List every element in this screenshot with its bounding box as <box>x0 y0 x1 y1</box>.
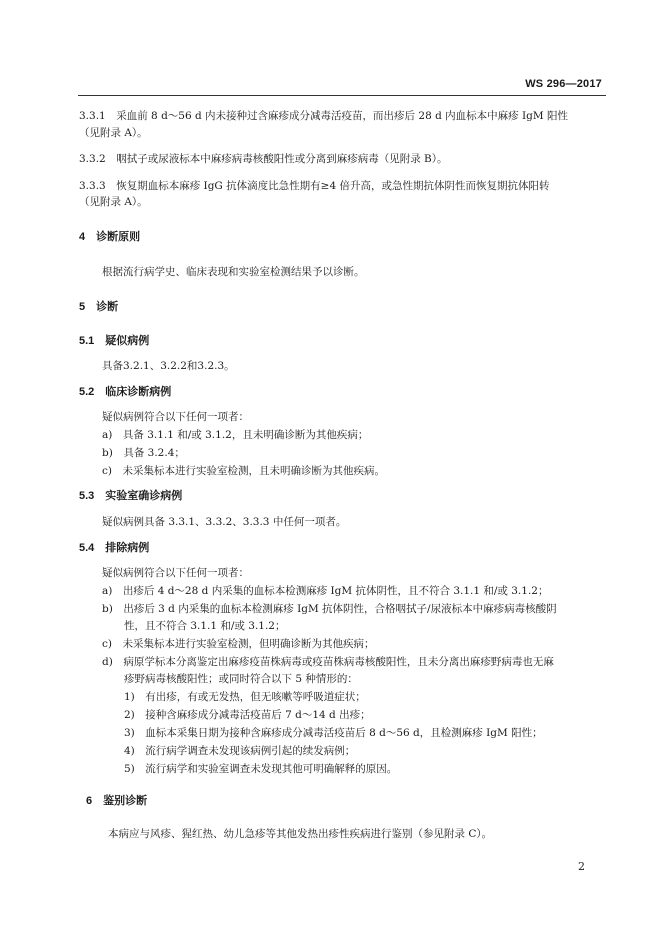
section-5-4-heading: 5.4 排除病例 <box>79 542 150 554</box>
section-5-4-item-d-line2: 疹野病毒核酸阳性；或同时符合以下 5 种情形的： <box>124 673 358 685</box>
section-4-body: 根据流行病学史、临床表现和实验室检测结果予以诊断。 <box>102 266 365 278</box>
section-5-4-intro: 疑似病例符合以下任何一项者： <box>102 567 249 579</box>
section-5-4-subitem-2: 2) 接种含麻疹成分减毒活疫苗后 7 d～14 d 出疹； <box>124 709 371 721</box>
section-5-1-heading: 5.1 疑似病例 <box>79 335 150 347</box>
section-5-4-item-d-line1: d) 病原学标本分离鉴定出麻疹疫苗株病毒或疫苗株病毒核酸阳性，且未分离出麻疹野病毒也无麻 <box>102 656 554 668</box>
section-5-2-item-a: a) 具备 3.1.1 和/或 3.1.2，且未明确诊断为其他疾病； <box>102 429 369 441</box>
section-5-2-item-c: c) 未采集标本进行实验室检测，且未明确诊断为其他疾病。 <box>102 465 385 477</box>
section-5-3-body: 疑似病例具备 3.3.1、3.3.2、3.3.3 中任何一项者。 <box>102 516 347 528</box>
section-5-2-heading: 5.2 临床诊断病例 <box>79 386 172 398</box>
section-5-4-subitem-3: 3) 血标本采集日期为接种含麻疹成分减毒活疫苗后 8 d～56 d，且检测麻疹 IgM 阳性； <box>124 727 543 739</box>
section-5-2-intro: 疑似病例符合以下任何一项者： <box>102 411 249 423</box>
section-5-4-subitem-1: 1) 有出疹，有或无发热，但无咳嗽等呼吸道症状； <box>124 691 366 703</box>
section-6-body: 本病应与风疹、猩红热、幼儿急疹等其他发热出疹性疾病进行鉴别（参见附录 C）。 <box>108 828 493 840</box>
section-5-4-item-a: a) 出疹后 4 d～28 d 内采集的血标本检测麻疹 IgM 抗体阴性，且不符合 3.1.1 和/或 3.1.2； <box>102 585 549 597</box>
document-id: WS 296—2017 <box>525 78 602 90</box>
section-4-heading: 4 诊断原则 <box>79 231 141 243</box>
clause-3-3-1-line1: 3.3.1 采血前 8 d～56 d 内未接种过含麻疹成分减毒活疫苗，而出疹后 28 d 内血标本中麻疹 IgM 阳性 <box>79 110 568 122</box>
header-rule <box>78 95 606 96</box>
section-5-3-heading: 5.3 实验室确诊病例 <box>79 490 183 502</box>
section-6-heading: 6 鉴别诊断 <box>86 795 148 807</box>
section-5-4-item-b-line1: b) 出疹后 3 d 内采集的血标本检测麻疹 IgM 抗体阴性，合格咽拭子/尿液标本中麻疹病毒核酸阴 <box>102 603 557 615</box>
section-5-4-item-b-line2: 性，且不符合 3.1.1 和/或 3.1.2； <box>124 620 286 632</box>
section-5-4-subitem-4: 4) 流行病学调查未发现该病例引起的续发病例； <box>124 745 356 757</box>
section-5-4-subitem-5: 5) 流行病学和实验室调查未发现其他可明确解释的原因。 <box>124 763 398 775</box>
section-5-4-item-c: c) 未采集标本进行实验室检测，但明确诊断为其他疾病； <box>102 638 375 650</box>
section-5-2-item-b: b) 具备 3.2.4； <box>102 447 185 459</box>
section-5-heading: 5 诊断 <box>79 301 119 313</box>
clause-3-3-1-line2: （见附录 A）。 <box>79 127 148 139</box>
page-number: 2 <box>578 860 585 873</box>
clause-3-3-3-line2: （见附录 A）。 <box>79 196 148 208</box>
clause-3-3-3-line1: 3.3.3 恢复期血标本麻疹 IgG 抗体滴度比急性期有≥4 倍升高，或急性期抗体阴性而恢复期抗体阳转 <box>79 180 550 192</box>
clause-3-3-2: 3.3.2 咽拭子或尿液标本中麻疹病毒核酸阳性或分离到麻疹病毒（见附录 B）。 <box>79 153 448 165</box>
section-5-1-body: 具备3.2.1、3.2.2和3.2.3。 <box>102 360 235 372</box>
